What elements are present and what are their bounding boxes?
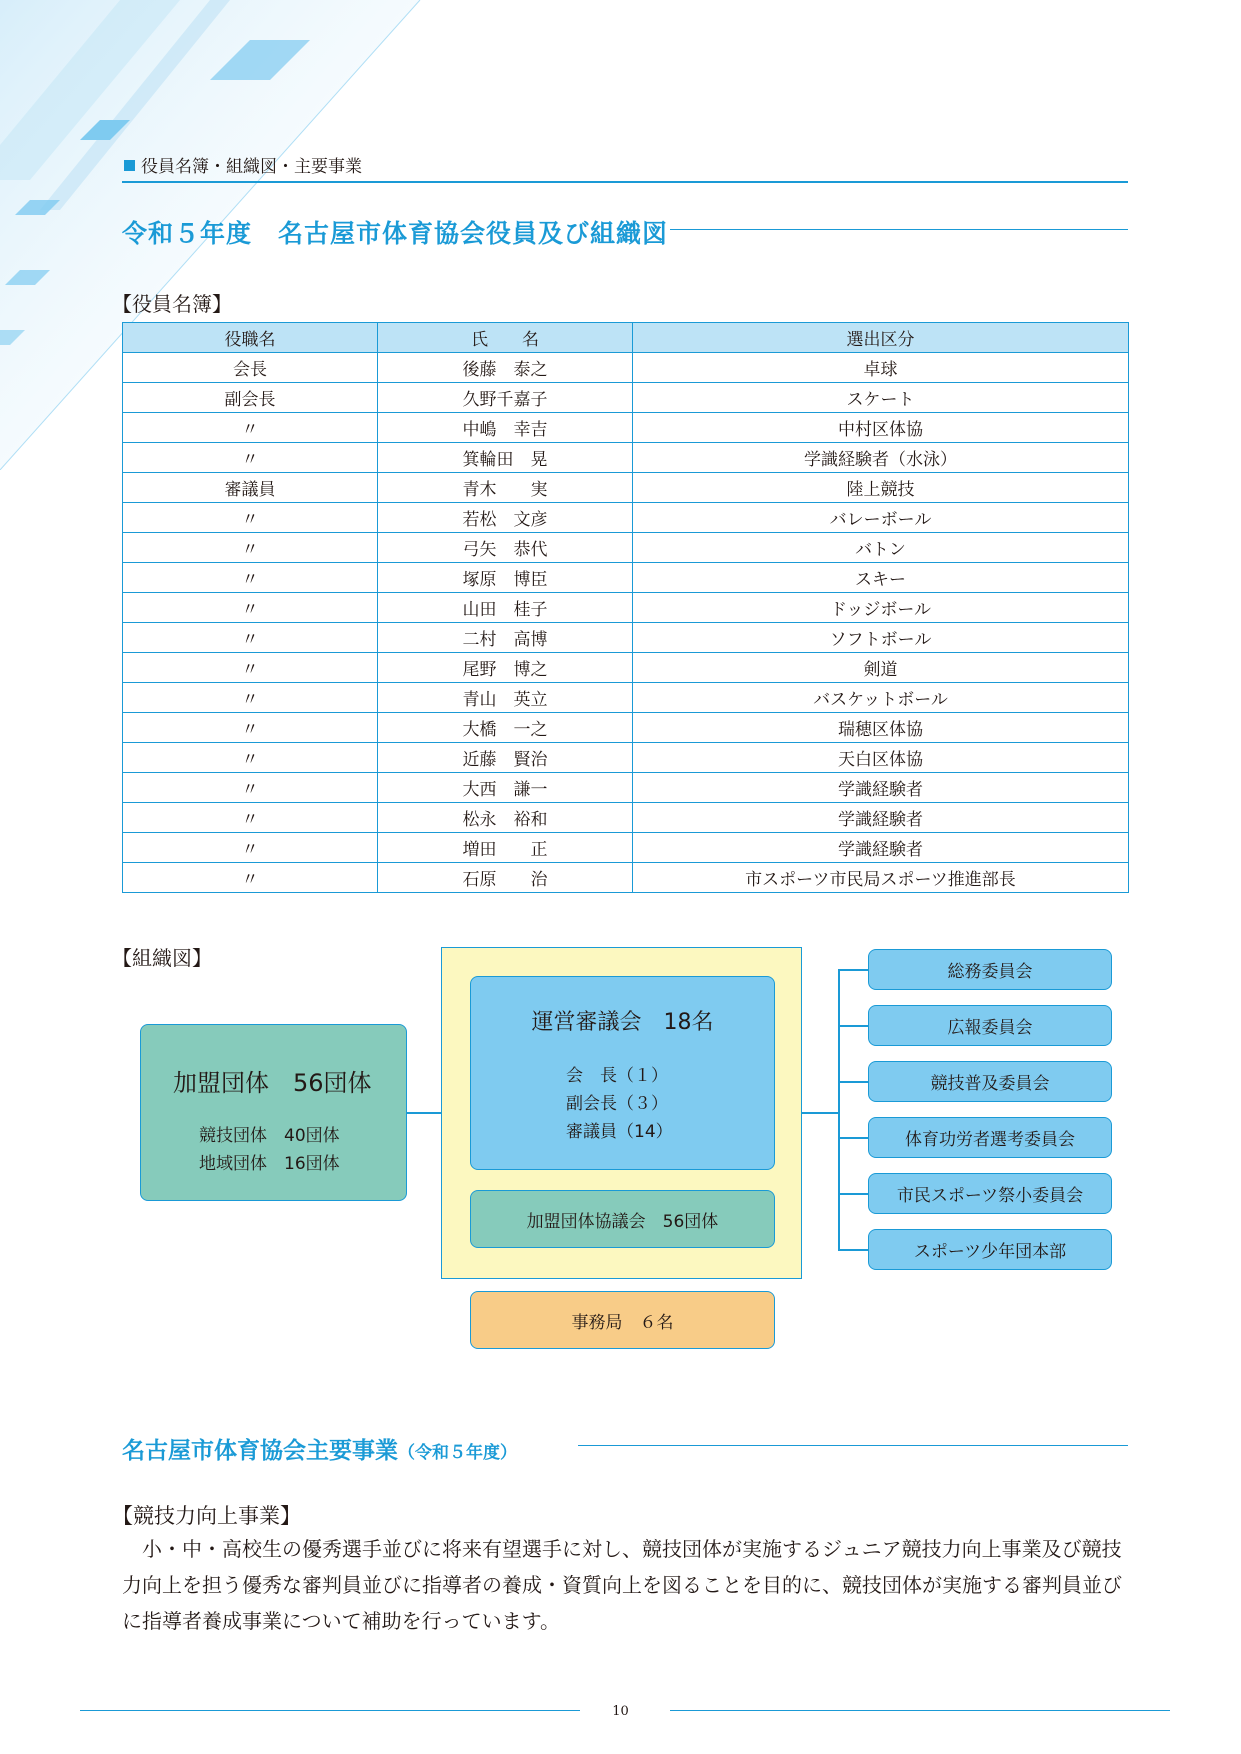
cell-name: 弓矢 恭代 [378,533,633,563]
projects-title-suffix: （令和５年度） [398,1443,517,1463]
cell-category: ドッジボール [633,593,1129,623]
council-line: 会 長（１） [566,1066,668,1086]
table-row [123,683,1129,713]
cell-position: 〃 [123,803,378,833]
table-row [123,623,1129,653]
office-box [470,1291,775,1349]
association-box [470,1190,775,1248]
cell-name: 中嶋 幸吉 [378,413,633,443]
roster-heading: 【役員名簿】 [112,292,232,316]
cell-name: 二村 高博 [378,623,633,653]
cell-position: 〃 [123,833,378,863]
cell-name: 青木 実 [378,473,633,503]
cell-position: 〃 [123,863,378,893]
cell-name: 尾野 博之 [378,653,633,683]
cell-name: 近藤 賢治 [378,743,633,773]
cell-position: 〃 [123,743,378,773]
cell-category: 陸上競技 [633,473,1129,503]
cell-position: 副会長 [123,383,378,413]
committee-box [868,949,1112,990]
roster-table [122,322,1129,893]
cell-category: 市スポーツ市民局スポーツ推進部長 [633,863,1129,893]
table-row [123,533,1129,563]
page-number: 10 [612,1704,629,1719]
table-row [123,413,1129,443]
association-label: 加盟団体協議会 56団体 [526,1211,719,1232]
table-row [123,443,1129,473]
cell-position: 〃 [123,563,378,593]
cell-name: 大橋 一之 [378,713,633,743]
cell-position: 〃 [123,533,378,563]
cell-category: ソフトボール [633,623,1129,653]
table-row [123,863,1129,893]
cell-name: 山田 桂子 [378,593,633,623]
column-header-position: 役職名 [123,323,378,353]
cell-category: 学識経験者（水泳） [633,443,1129,473]
table-row [123,743,1129,773]
org-heading: 【組織図】 [112,946,212,970]
committee-box [868,1173,1112,1214]
cell-position: 〃 [123,713,378,743]
cell-category: スキー [633,563,1129,593]
cell-category: 瑞穂区体協 [633,713,1129,743]
cell-category: 学識経験者 [633,773,1129,803]
committee-label: 市民スポーツ祭小委員会 [896,1186,1084,1206]
table-row [123,803,1129,833]
title-rule [670,229,1128,230]
cell-name: 大西 謙一 [378,773,633,803]
committee-box [868,1229,1112,1270]
cell-category: 剣道 [633,653,1129,683]
cell-category: 学識経験者 [633,833,1129,863]
table-row [123,653,1129,683]
projects-body: 小・中・高校生の優秀選手並びに将来有望選手に対し、競技団体が実施するジュニア競技力向上事業及び競技力向上を担う優秀な審判員並びに指導者の養成・資質向上を図ることを目的に、競技団体が実施する審判員並びに指導者養成事業について補助を行っています。 [122,1537,1122,1633]
column-header-category: 選出区分 [633,323,1129,353]
projects-heading: 【競技力向上事業】 [112,1504,301,1528]
connector-line [838,1137,868,1139]
council-box [470,976,775,1170]
table-row [123,713,1129,743]
connector-line [838,1249,868,1251]
cell-position: 〃 [123,773,378,803]
connector-line [838,1081,868,1083]
cell-category: 学識経験者 [633,803,1129,833]
cell-position: 〃 [123,413,378,443]
cell-position: 〃 [123,593,378,623]
office-label: 事務局 ６名 [571,1312,674,1333]
member-organizations-line: 競技団体 40団体 [199,1126,340,1146]
projects-title: 名古屋市体育協会主要事業（令和５年度） [122,1437,517,1464]
council-title: 運営審議会 18名 [531,1010,714,1035]
cell-position: 〃 [123,653,378,683]
table-row [123,563,1129,593]
cell-category: 卓球 [633,353,1129,383]
committee-label: 競技普及委員会 [930,1074,1050,1094]
cell-position: 会長 [123,353,378,383]
cell-category: バトン [633,533,1129,563]
committee-label: 広報委員会 [947,1018,1033,1038]
member-organizations-title: 加盟団体 56団体 [173,1069,372,1097]
committee-box [868,1061,1112,1102]
council-line: 副会長（３） [566,1094,668,1114]
cell-position: 審議員 [123,473,378,503]
committee-label: 総務委員会 [947,962,1033,982]
cell-position: 〃 [123,443,378,473]
cell-name: 久野千嘉子 [378,383,633,413]
table-row [123,773,1129,803]
connector-line [407,1112,441,1114]
cell-category: スケート [633,383,1129,413]
cell-category: 天白区体協 [633,743,1129,773]
committee-label: スポーツ少年団本部 [913,1242,1067,1262]
cell-position: 〃 [123,683,378,713]
member-organizations-box [140,1024,407,1201]
connector-line [838,1193,868,1195]
cell-name: 後藤 泰之 [378,353,633,383]
council-line: 審議員（14） [566,1122,673,1142]
cell-name: 若松 文彦 [378,503,633,533]
section-label: 役員名簿・組織図・主要事業 [124,152,362,177]
cell-name: 松永 裕和 [378,803,633,833]
cell-name: 石原 治 [378,863,633,893]
cell-name: 箕輪田 晃 [378,443,633,473]
cell-position: 〃 [123,623,378,653]
connector-line [838,969,840,1249]
projects-title-rule [578,1445,1128,1446]
cell-category: 中村区体協 [633,413,1129,443]
column-header-name: 氏 名 [378,323,633,353]
header-rule [122,181,1128,183]
cell-name: 増田 正 [378,833,633,863]
square-bullet-icon [124,160,135,171]
table-row [123,503,1129,533]
connector-line [838,1025,868,1027]
page-title: 令和５年度 名古屋市体育協会役員及び組織図 [122,219,669,248]
committee-label: 体育功労者選考委員会 [905,1130,1075,1150]
member-organizations-line: 地域団体 16団体 [199,1154,340,1174]
cell-category: バレーボール [633,503,1129,533]
table-row [123,353,1129,383]
connector-line [802,1112,838,1114]
table-row [123,593,1129,623]
table-row [123,473,1129,503]
committee-box [868,1117,1112,1158]
table-row [123,383,1129,413]
table-row [123,833,1129,863]
table-header-row [123,323,1129,353]
cell-name: 青山 英立 [378,683,633,713]
cell-category: バスケットボール [633,683,1129,713]
cell-name: 塚原 博臣 [378,563,633,593]
cell-position: 〃 [123,503,378,533]
committee-box [868,1005,1112,1046]
connector-line [838,969,868,971]
